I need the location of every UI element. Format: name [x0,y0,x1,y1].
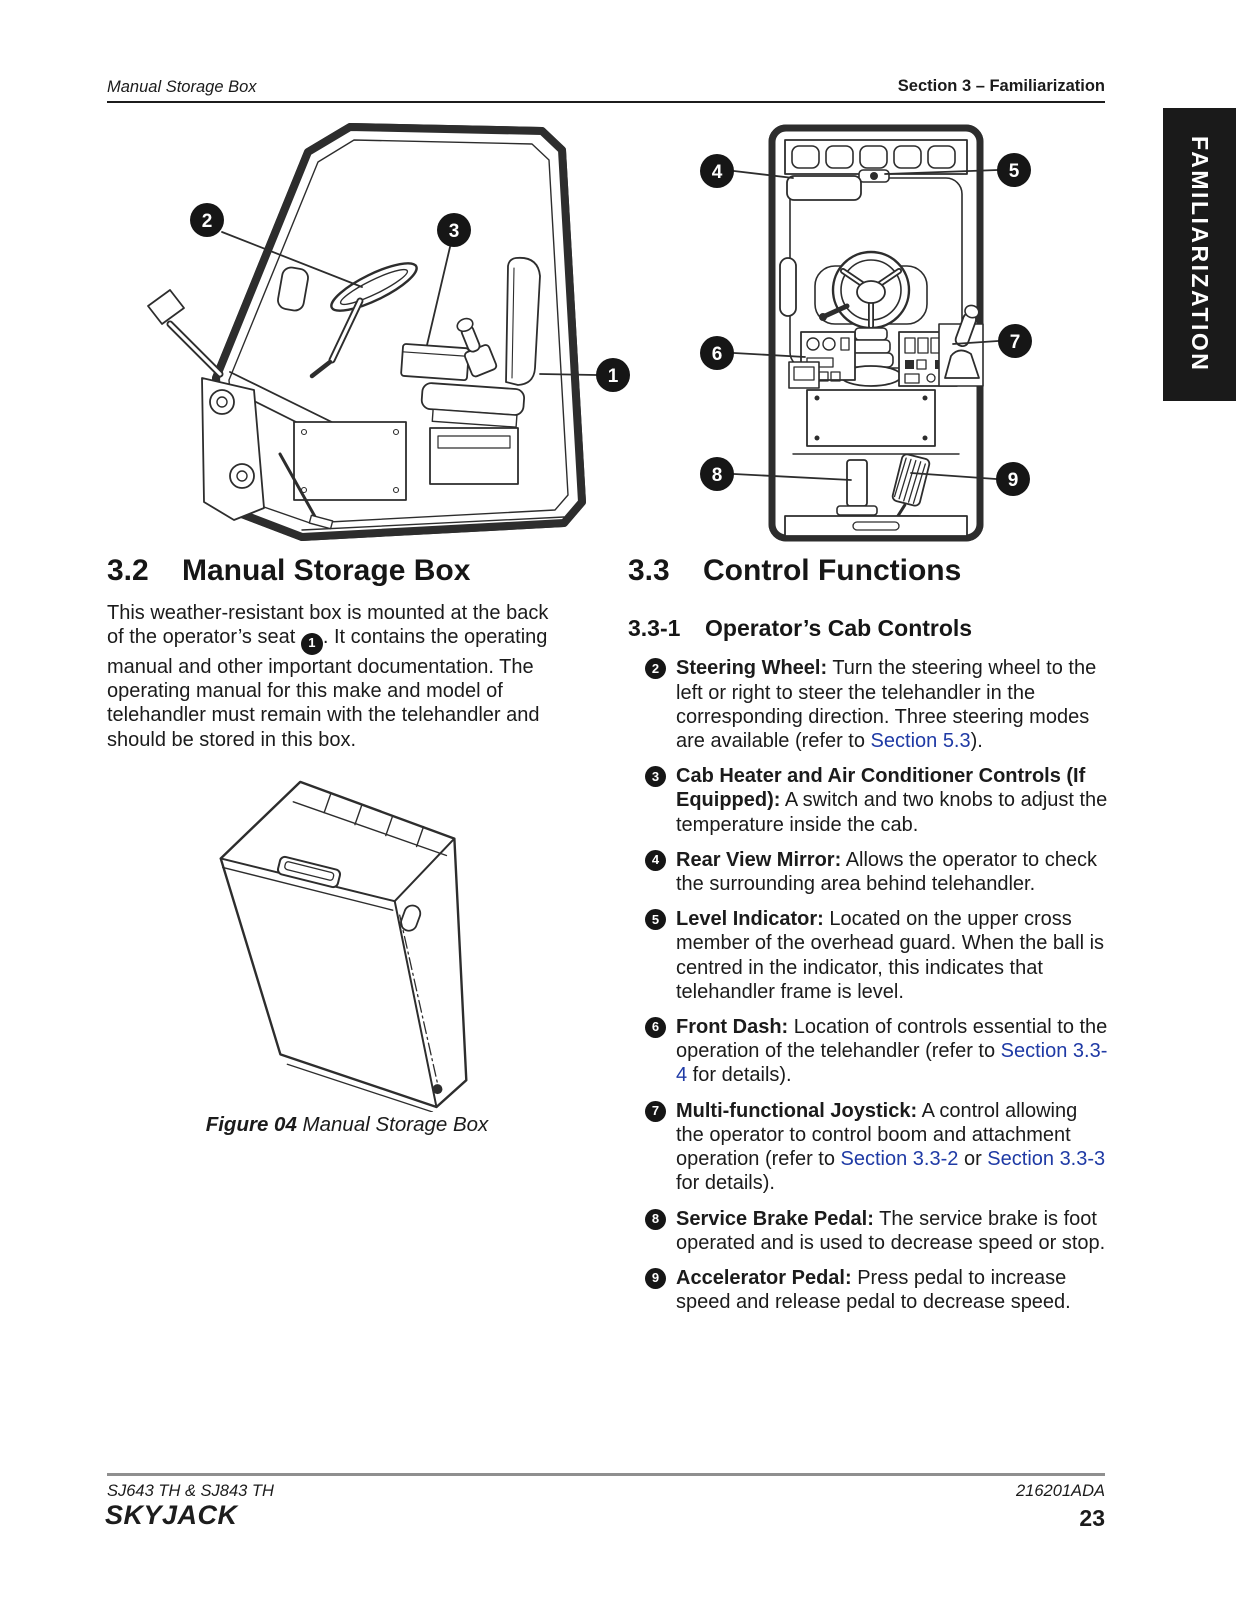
control-item-text: Service Brake Pedal: The service brake is foot operated and is used to decrease speed or stop. [676,1207,1106,1254]
control-list-item [645,1207,1108,1255]
item-number-badge: 5 [645,909,666,930]
control-item-label: Accelerator Pedal: [676,1266,852,1289]
section-title: Control Functions [703,554,962,587]
section-number: 3.3 [628,554,670,587]
heater-box [401,344,469,381]
item-number-badge: 2 [645,658,666,679]
cross-reference-link[interactable]: Section 3.3-2 [840,1148,959,1171]
section-3-2-heading [107,554,569,587]
callout-4-badge [700,154,734,188]
control-item-text: Steering Wheel: Turn the steering wheel to the left or right to steer the telehandler in the corresponding direction. Three steering modes are available (refer to Section 5.3). [676,657,1097,753]
control-list-item [645,848,1108,896]
svg-text:7: 7 [1009,332,1021,353]
overhead-guard-band [785,140,967,174]
svg-text:3: 3 [448,221,460,242]
section-side-tab [1163,108,1236,401]
control-item-text: Rear View Mirror: Allows the operator to check the surrounding area behind telehandler. [676,848,1097,896]
control-list-item [645,764,1108,837]
control-item-label: Steering Wheel: [676,657,828,680]
grab-handle [780,258,796,316]
console-box [294,422,406,500]
cross-reference-link[interactable]: Section 5.3 [870,730,971,753]
callout-badge-inline: 1 [301,633,323,655]
callout-7-badge [998,324,1032,358]
item-number-badge: 4 [645,850,666,871]
control-item-label: Cab Heater and Air Conditioner Controls (If Equipped): [676,765,1086,812]
mount-bracket [202,378,264,520]
callout-1-badge [596,358,630,392]
rear-view-mirror [787,176,861,200]
section-number: 3.2 [107,554,149,587]
footer-rule [107,1473,1105,1476]
control-list-item [645,1015,1108,1088]
skyjack-logo: SKYJACK [105,1500,238,1530]
bottom-sill [785,516,967,536]
control-item-text: Front Dash: Location of controls essential to the operation of the telehandler (refer to Section 3.3-4 for details). [676,1016,1108,1087]
control-list-item [645,1266,1108,1314]
item-number-badge: 8 [645,1209,666,1230]
figure-label: Figure 04 [205,1113,297,1136]
footer-models: SJ643 TH & SJ843 TH [107,1482,274,1500]
section-title: Manual Storage Box [182,554,471,587]
controls-list [628,656,1108,1314]
header-left-title: Manual Storage Box [107,78,257,96]
control-item-label: Rear View Mirror: [676,848,842,871]
header-right-title: Section 3 – Familiarization [897,77,1105,95]
control-item-text: Accelerator Pedal: Press pedal to increase speed and release pedal to decrease speed. [676,1266,1071,1314]
storage-box-figure [205,764,485,1112]
under-seat-box [430,428,518,484]
section-3-2 [107,554,569,752]
cross-reference-link[interactable]: Section 3.3-4 [676,1040,1108,1087]
svg-text:1: 1 [607,366,619,387]
svg-text:6: 6 [711,344,723,365]
figure-caption [127,1113,567,1137]
section-3-3-heading [628,554,1108,587]
mid-console [793,390,959,454]
mirror-arm [148,290,220,374]
callout-3-badge [437,213,471,247]
control-list-item [645,1099,1108,1196]
svg-text:5: 5 [1008,161,1020,182]
callout-5-badge [997,153,1031,187]
svg-text:4: 4 [711,162,723,183]
callout-8-badge [700,457,734,491]
control-item-text: Level Indicator: Located on the upper cross member of the overhead guard. When the ball is centred in the indicator, this indicates that telehandler frame is level. [676,908,1105,1003]
page-number: 23 [1079,1505,1105,1531]
svg-text:9: 9 [1007,470,1019,491]
section-3-3 [628,554,1108,1314]
control-list-item [645,656,1108,753]
footer-doc-code: 216201ADA [1016,1482,1105,1500]
subsection-title: Operator’s Cab Controls [705,615,973,641]
cab-front-view-diagram [695,116,1115,546]
item-number-badge: 9 [645,1268,666,1289]
control-item-label: Multi-functional Joystick: [676,1099,918,1122]
control-item-label: Service Brake Pedal: [676,1207,874,1230]
item-number-badge: 3 [645,766,666,787]
section-side-tab-label: FAMILIARIZATION [1187,136,1213,373]
control-item-label: Level Indicator: [676,908,824,931]
figure-caption-text: Manual Storage Box [296,1113,489,1136]
subsection-number: 3.3-1 [628,615,681,641]
control-item-label: Front Dash: [676,1016,789,1039]
control-item-text: Multi-functional Joystick: A control allowing the operator to control boom and attachment operation (refer to Section 3.3-2 or Section 3.3-3 for details). [676,1099,1106,1195]
svg-text:2: 2 [201,211,213,232]
callout-6-badge [700,336,734,370]
level-indicator [859,170,889,182]
svg-text:8: 8 [711,465,723,486]
section-3-3-1-heading [628,615,1108,641]
item-number-badge: 7 [645,1101,666,1122]
section-3-2-paragraph: This weather-resistant box is mounted at the back of the operator’s seat 1 . It contains the operating manual and other important documentation. The operating manual for this make and model of telehandler must remain with the telehandler and should be stored in this box. [107,602,549,751]
control-list-item [645,907,1108,1004]
cab-side-view-diagram [112,110,640,546]
callout-2-badge [190,203,224,237]
cross-reference-link[interactable]: Section 3.3-3 [987,1148,1106,1171]
item-number-badge: 6 [645,1017,666,1038]
callout-9-badge [996,462,1030,496]
header-rule [107,101,1105,103]
control-item-text: Cab Heater and Air Conditioner Controls (If Equipped): A switch and two knobs to adjust the temperature inside the cab. [676,765,1108,836]
